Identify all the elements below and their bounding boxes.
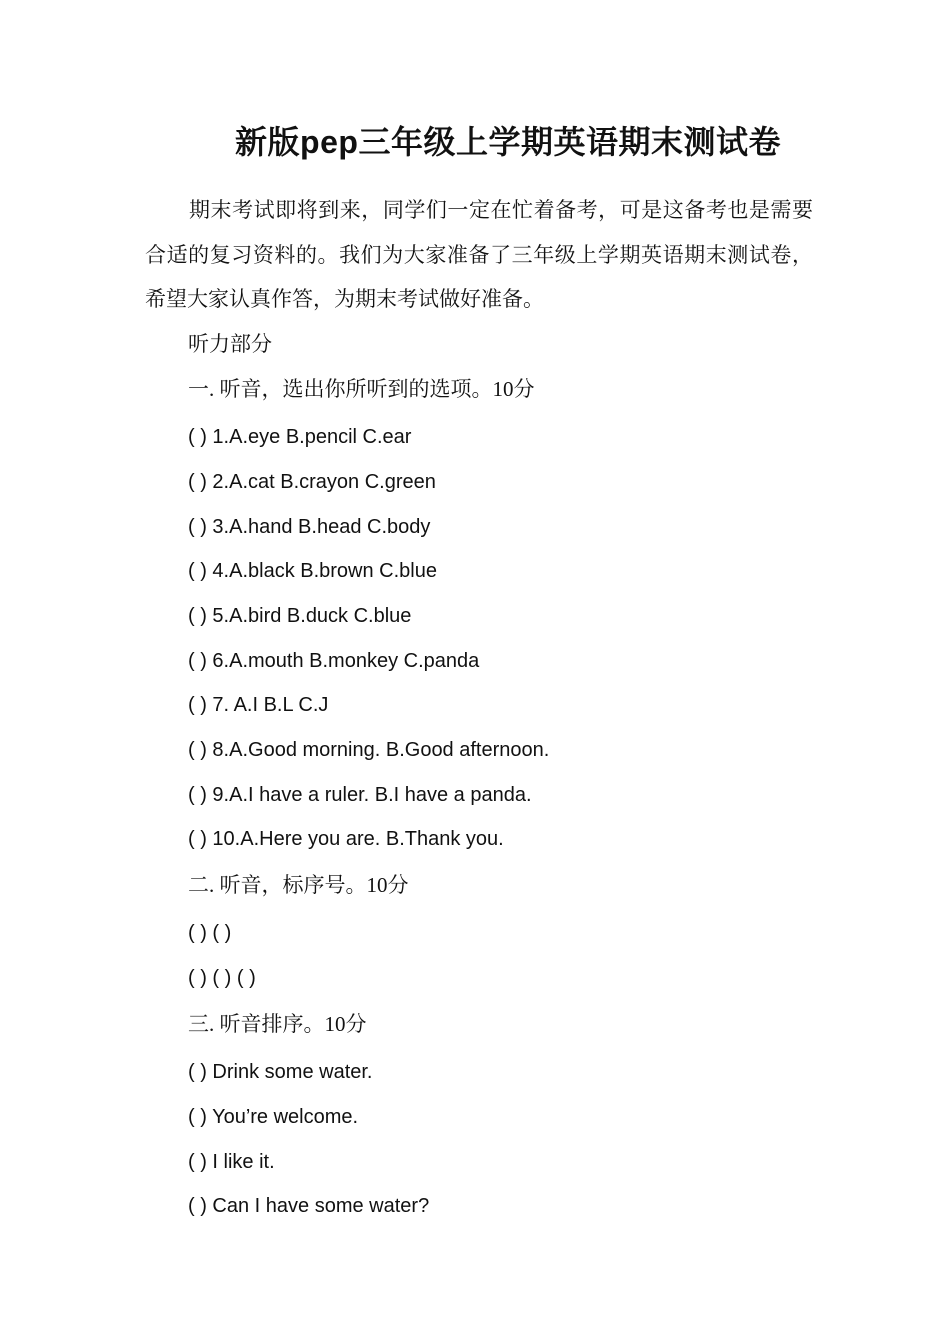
question-item: ( ) Can I have some water? — [188, 1195, 430, 1217]
question-item: ( ) I like it. — [188, 1151, 275, 1173]
question-item: ( ) Drink some water. — [188, 1061, 373, 1083]
section-listening-heading: 听力部分 — [188, 332, 272, 356]
question-item: ( ) 3.A.hand B.head C.body — [188, 516, 431, 538]
question-item: ( ) ( ) — [188, 922, 232, 944]
part1-heading: 一. 听音，选出你所听到的选项。10分 — [188, 377, 535, 401]
question-item: ( ) 7. A.I B.L C.J — [188, 694, 329, 716]
question-item: ( ) 10.A.Here you are. B.Thank you. — [188, 828, 504, 850]
part2-heading: 二. 听音，标序号。10分 — [188, 873, 409, 897]
question-item: ( ) 4.A.black B.brown C.blue — [188, 560, 437, 582]
question-item: ( ) ( ) ( ) — [188, 967, 256, 989]
part3-heading: 三. 听音排序。10分 — [188, 1012, 367, 1036]
question-item: ( ) You’re welcome. — [188, 1106, 359, 1128]
document-title: 新版pep三年级上学期英语期末测试卷 — [235, 124, 781, 160]
question-item: ( ) 1.A.eye B.pencil C.ear — [188, 426, 412, 448]
intro-paragraph: 期末考试即将到来，同学们一定在忙着备考，可是这备考也是需要合适的复习资料的。我们为大家准备了三年级上学期英语期末测试卷，希望大家认真作答，为期末考试做好准备。 — [145, 198, 813, 311]
question-item: ( ) 8.A.Good morning. B.Good afternoon. — [188, 739, 550, 761]
question-item: ( ) 5.A.bird B.duck C.blue — [188, 605, 412, 627]
question-item: ( ) 9.A.I have a ruler. B.I have a panda. — [188, 784, 532, 806]
question-item: ( ) 6.A.mouth B.monkey C.panda — [188, 650, 480, 672]
question-item: ( ) 2.A.cat B.crayon C.green — [188, 471, 436, 493]
